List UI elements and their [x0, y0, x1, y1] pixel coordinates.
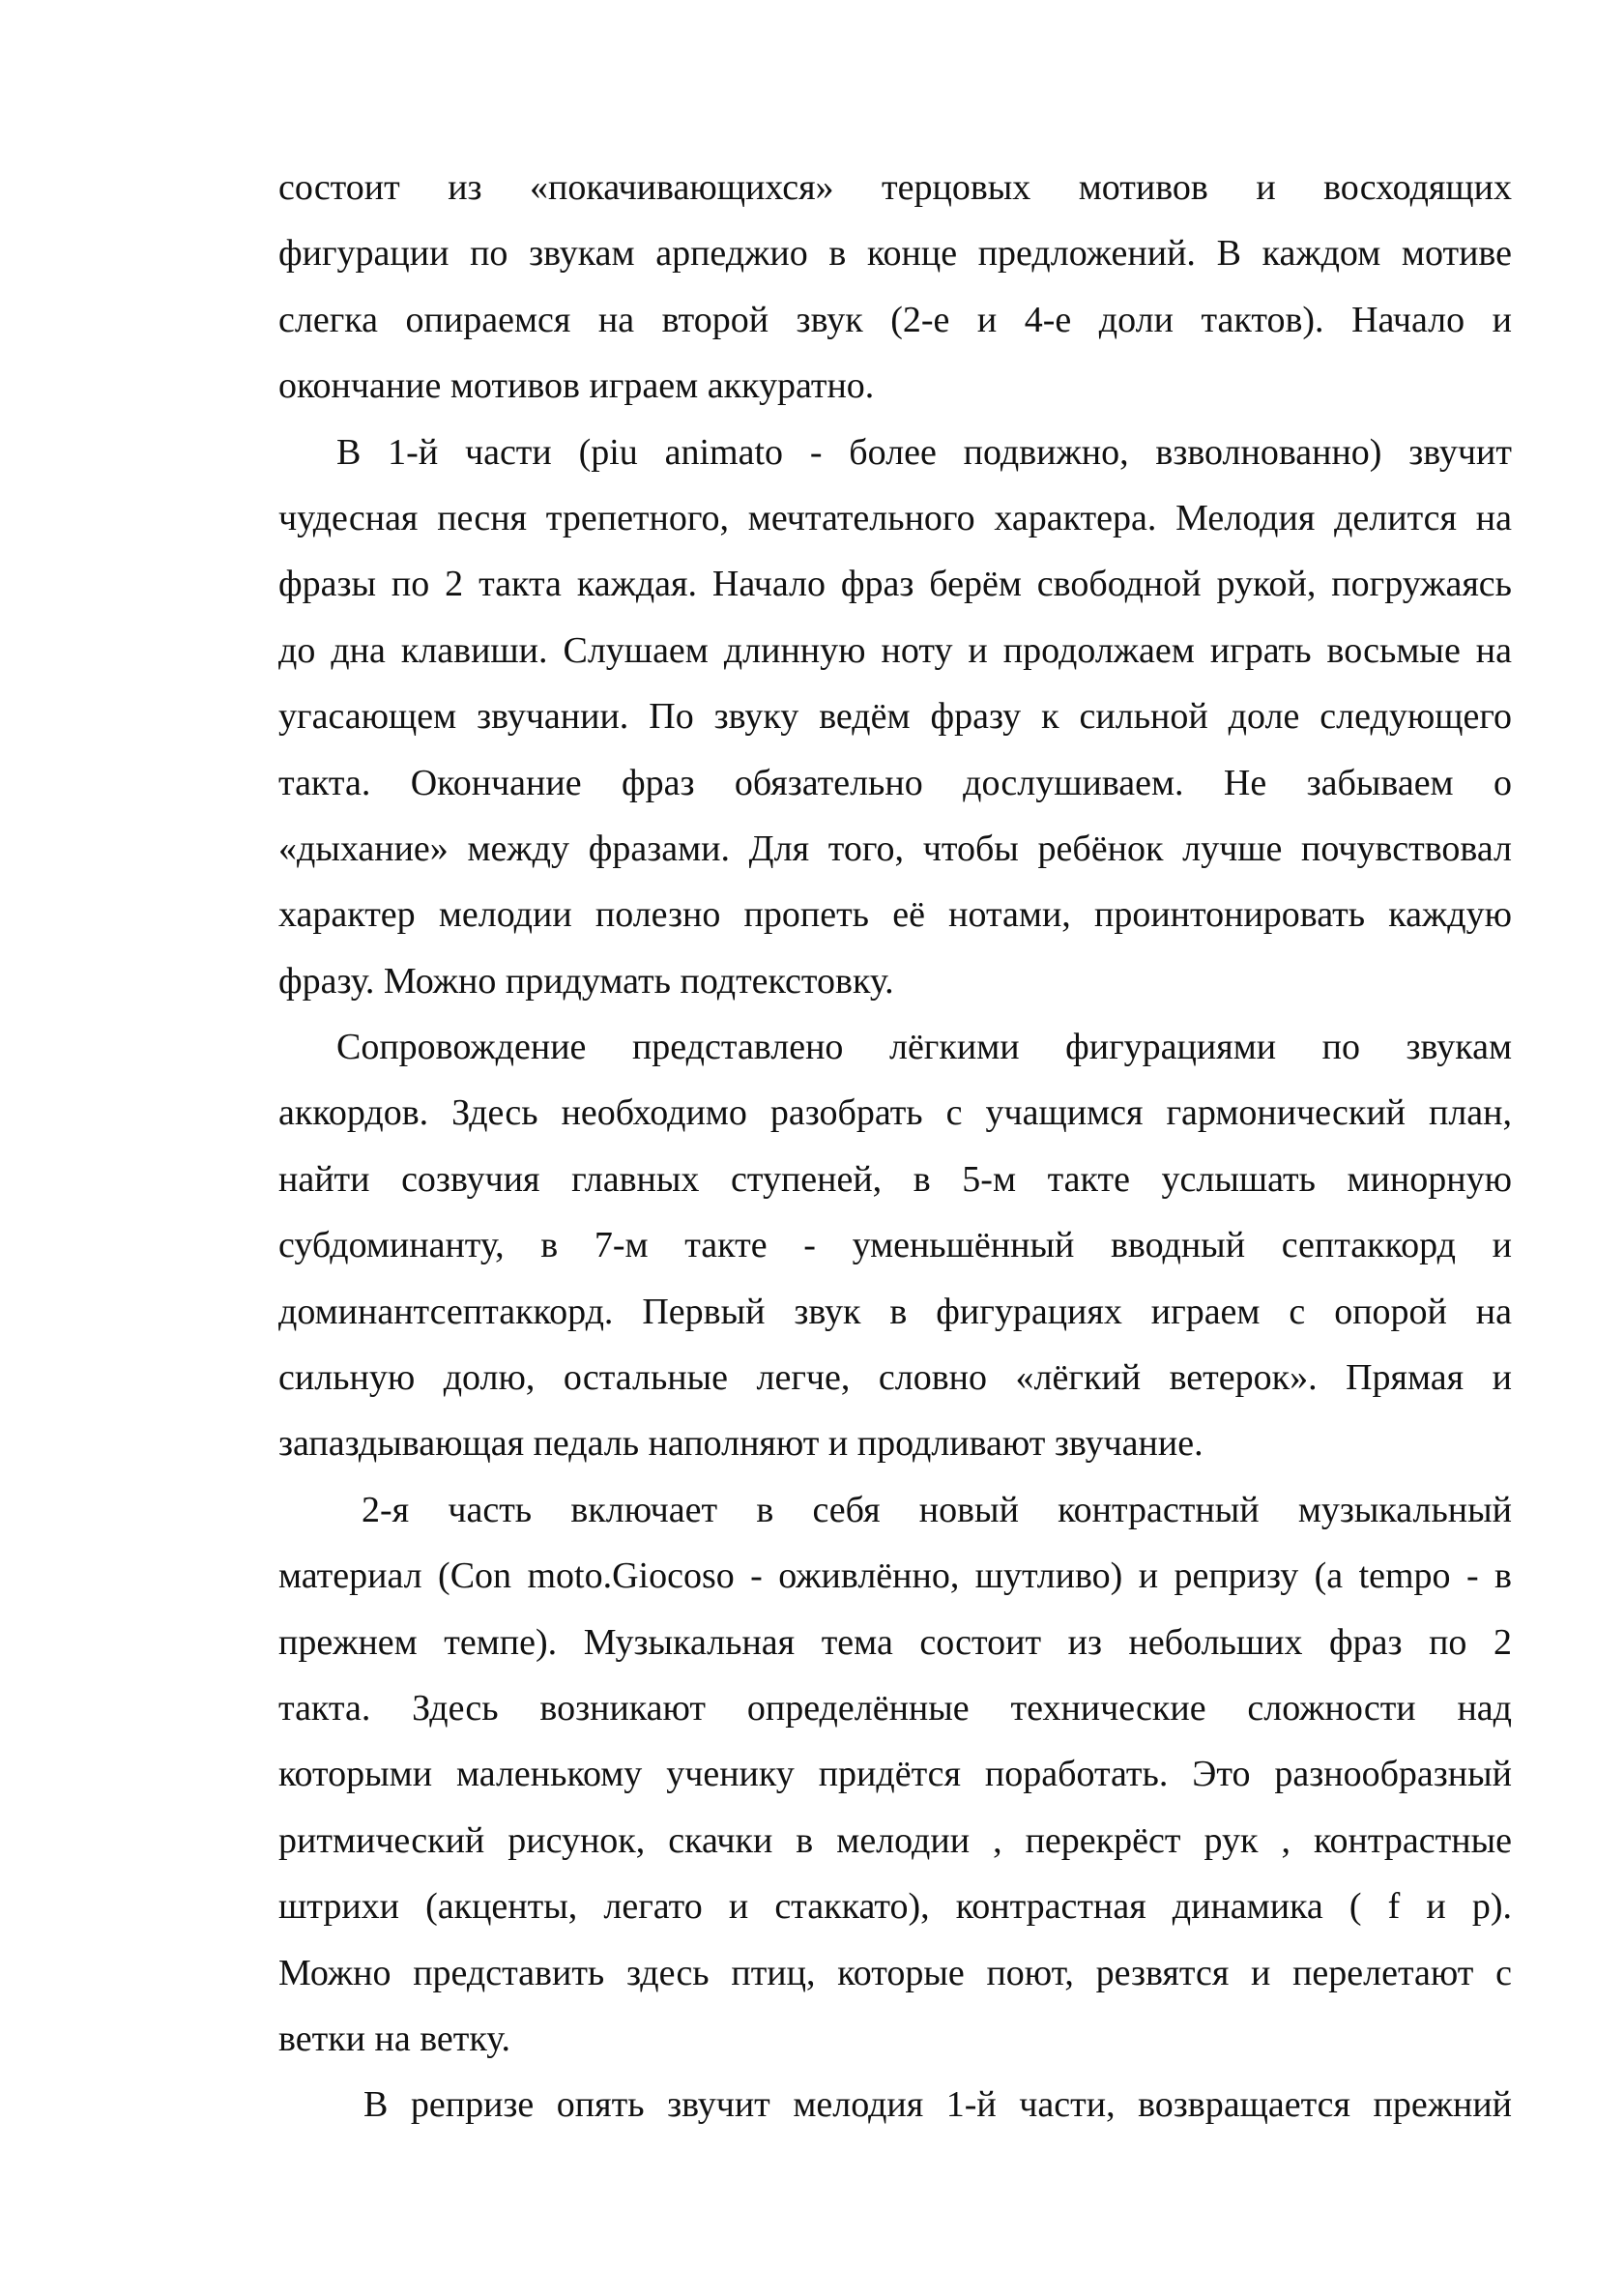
text-line: В репризе опять звучит мелодия 1-й части, возвращается прежний [363, 2084, 1512, 2126]
text-line: субдоминанту, в 7-м такте - уменьшённый вводный септаккорд и [278, 1225, 1512, 1266]
text-line: слегка опираемся на второй звук (2-е и 4-е доли тактов). Начало и [278, 299, 1512, 340]
text-line: 2-я часть включает в себя новый контрастный музыкальный [362, 1489, 1512, 1530]
text-line: ветки на ветку. [278, 2018, 511, 2059]
text-line: фразу. Можно придумать подтекстовку. [278, 960, 894, 1002]
text-line: сильную долю, остальные легче, словно «лёгкий ветерок». Прямая и [278, 1357, 1512, 1399]
text-line: такта. Здесь возникают определённые технические сложности над [278, 1687, 1512, 1729]
text-line: угасающем звучании. По звуку ведём фразу к сильной доле следующего [278, 696, 1512, 738]
text-line: такта. Окончание фраз обязательно дослушиваем. Не забываем о [278, 762, 1512, 803]
text-line: окончание мотивов играем аккуратно. [278, 365, 875, 407]
text-line: доминантсептаккорд. Первый звук в фигурациях играем с опорой на [278, 1291, 1512, 1332]
text-line: аккордов. Здесь необходимо разобрать с учащимся гармонический план, [278, 1092, 1512, 1134]
text-line: штрихи (акценты, легато и стаккато), контрастная динамика ( f и p). [278, 1886, 1512, 1928]
text-line: найти созвучия главных ступеней, в 5-м такте услышать минорную [278, 1158, 1512, 1200]
text-line: Сопровождение представлено лёгкими фигурациями по звукам [336, 1027, 1512, 1068]
text-line: «дыхание» между фразами. Для того, чтобы ребёнок лучше почувствовал [278, 828, 1512, 869]
text-line: ритмический рисунок, скачки в мелодии , перекрёст рук , контрастные [278, 1819, 1512, 1861]
text-line: чудесная песня трепетного, мечтательного характера. Мелодия делится на [278, 497, 1512, 538]
text-line: материал (Con moto.Giocoso - оживлённо, шутливо) и репризу (a tempo - в [278, 1555, 1512, 1597]
text-line: Можно представить здесь птиц, которые поют, резвятся и перелетают с [278, 1952, 1512, 1993]
text-line: которыми маленькому ученику придётся поработать. Это разнообразный [278, 1754, 1512, 1795]
text-line: прежнем темпе). Музыкальная тема состоит из небольших фраз по 2 [278, 1621, 1512, 1663]
text-line: состоит из «покачивающихся» терцовых мотивов и восходящих [278, 167, 1512, 208]
body-text [278, 155, 1512, 2138]
text-line: фигурации по звукам арпеджио в конце предложений. В каждом мотиве [278, 233, 1512, 275]
text-line: характер мелодии полезно пропеть её нотами, проинтонировать каждую [278, 894, 1512, 936]
text-line: В 1-й части (piu animato - более подвижно, взволнованно) звучит [336, 431, 1512, 473]
text-line: до дна клавиши. Слушаем длинную ноту и продолжаем играть восьмые на [278, 629, 1512, 671]
text-line: запаздывающая педаль наполняют и продливают звучание. [278, 1423, 1204, 1465]
text-line: фразы по 2 такта каждая. Начало фраз берём свободной рукой, погружаясь [278, 564, 1512, 605]
